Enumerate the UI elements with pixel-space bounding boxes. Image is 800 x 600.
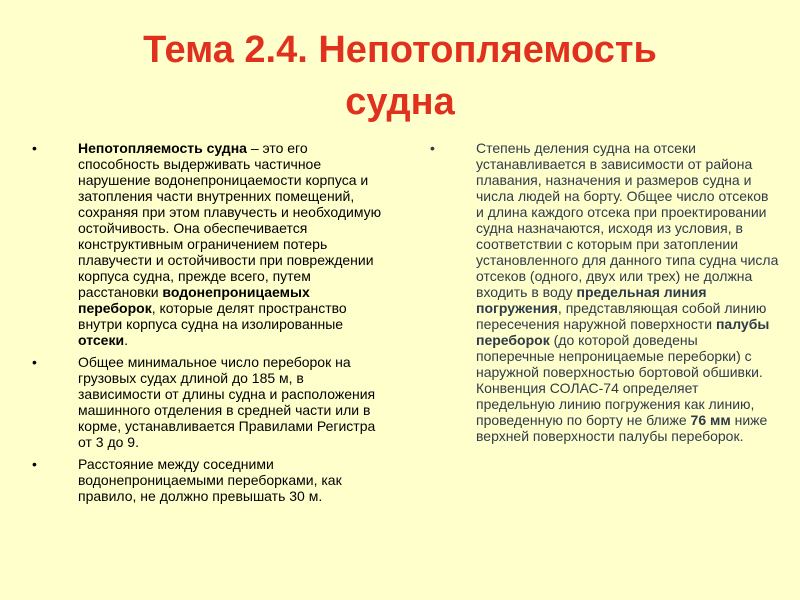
left-bullet-list xyxy=(26,140,386,504)
list-item xyxy=(424,140,780,444)
list-item xyxy=(26,456,386,504)
term-bold: водонепроницаемых переборок xyxy=(78,284,310,316)
term-bold: палубы переборок xyxy=(476,316,770,348)
text-segment: ниже верхней поверхности палубы переборок. xyxy=(476,412,768,444)
text-segment: Степень деления судна на отсеки устанавливается в зависимости от района плавания, назначения и размеров судна и числа людей на борту. Общее число отсеков и длина каждого отсека при проектировании судна назначаются, исходя из условия, в соответствии с которым при затоплении установленного для данного типа судна числа отсеков (одного, двух или трех) не должна входить в воду xyxy=(476,140,779,300)
bullet-icon: • xyxy=(32,456,37,472)
term-bold: отсеки xyxy=(78,332,125,348)
term-bold: 76 мм xyxy=(690,412,731,428)
text-segment: , представляющая собой линию пересечения наружной поверхности xyxy=(476,300,767,332)
term-bold: предельная линия погружения xyxy=(476,284,707,316)
text-segment: (до которой доведены поперечные непроницаемые переборки) с наружной поверхностью бортовой обшивки. Конвенция СОЛАС-74 определяет предельную линию погружения как линию, проведенную по борту не ближе xyxy=(476,332,763,428)
text-segment: Общее минимальное число переборок на грузовых судах длиной до 185 м, в зависимости от длины судна и расположения машинного отделения в средней части или в корме, устанавливается Правилами Регистра от 3 до 9. xyxy=(78,354,376,450)
bullet-icon: • xyxy=(32,140,37,156)
text-segment: – это его способность выдерживать частичное нарушение водонепроницаемости корпуса и затопления части внутренних помещений, сохраняя при этом плавучесть и необходимую остойчивость. Она обеспечивается конструктивным ограничением потерь плавучести и остойчивости при повреждении корпуса судна, прежде всего, путем расстановки xyxy=(78,140,382,300)
slide-title-line-2: судна xyxy=(345,81,455,123)
list-item xyxy=(26,140,386,348)
text-segment: , которые делят пространство внутри корпуса судна на изолированные xyxy=(78,300,347,332)
right-bullet-list xyxy=(424,140,780,444)
bullet-icon: • xyxy=(32,354,37,370)
slide-title xyxy=(40,24,760,128)
term-bold: Непотопляемость судна xyxy=(78,140,247,156)
text-segment: Расстояние между соседними водонепроницаемыми переборками, как правило, не должно превышать 30 м. xyxy=(78,456,342,504)
slide-title-line-1: Тема 2.4. Непотопляемость xyxy=(143,29,657,71)
list-item xyxy=(26,354,386,450)
left-column xyxy=(26,140,386,510)
right-column xyxy=(424,140,780,450)
text-segment: . xyxy=(124,332,128,348)
bullet-icon: • xyxy=(430,140,435,156)
